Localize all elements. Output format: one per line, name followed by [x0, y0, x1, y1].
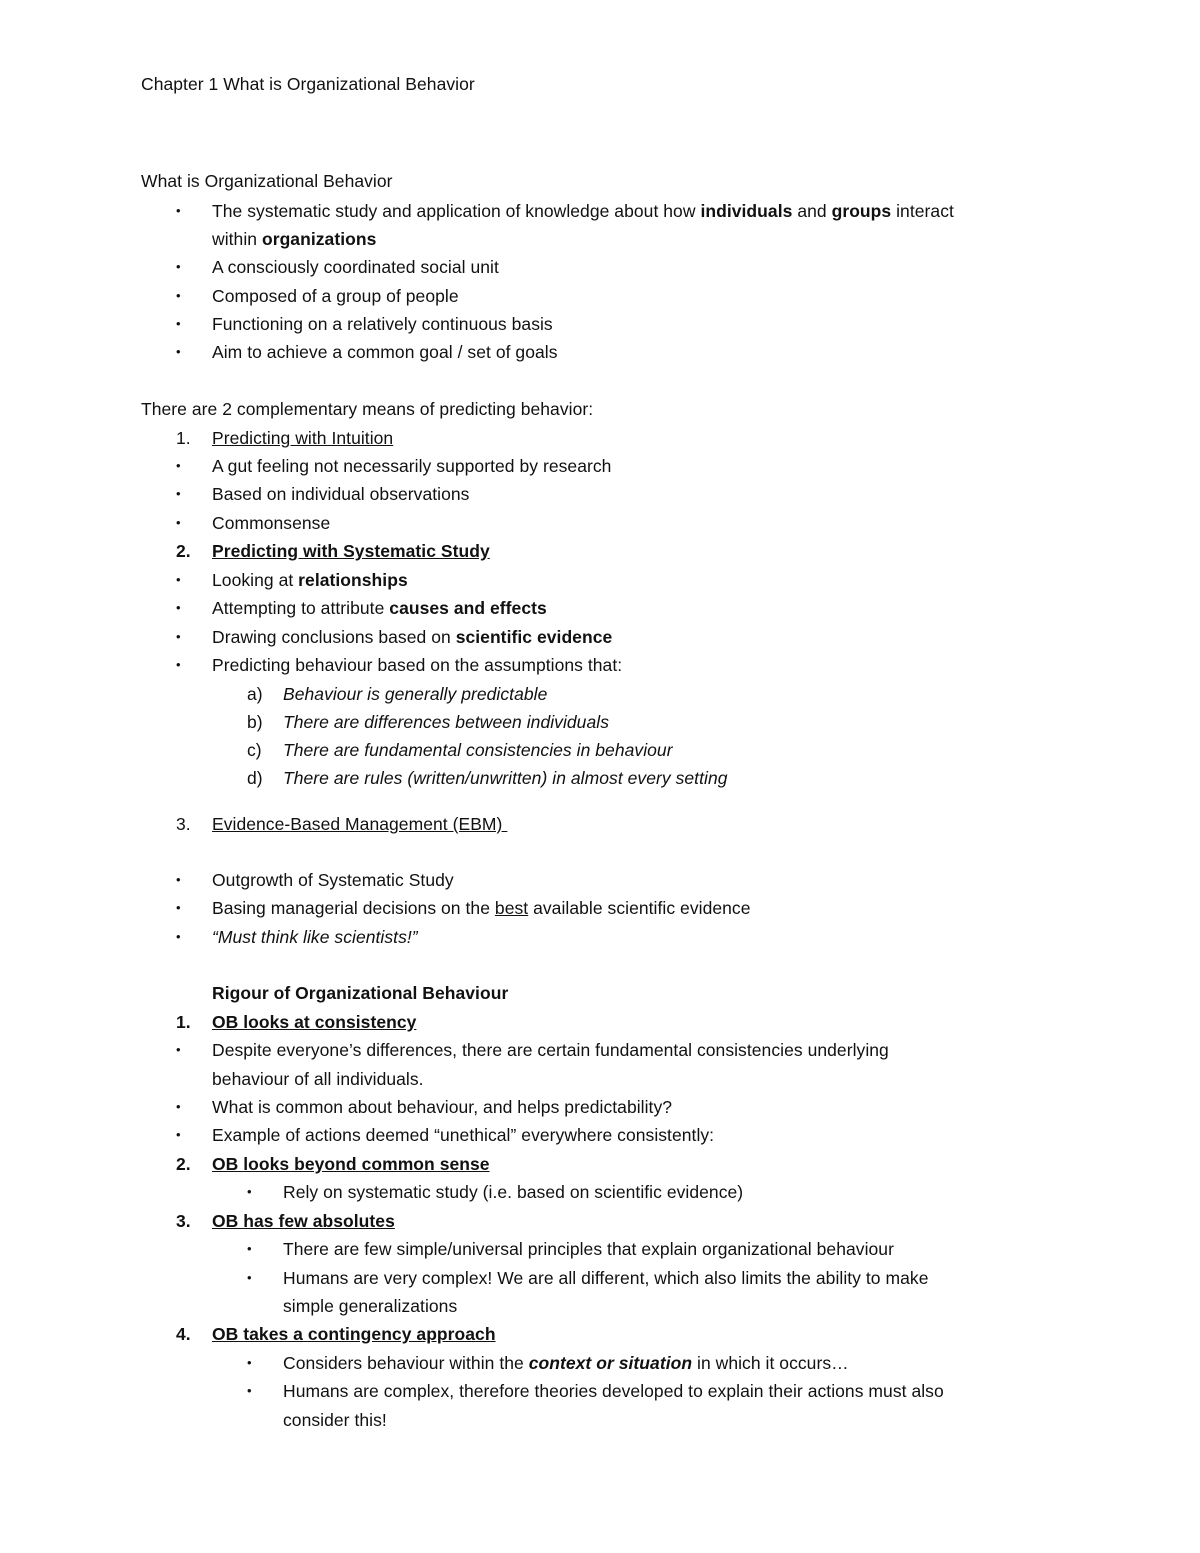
assumption-item: There are differences between individuals [283, 712, 609, 732]
numbered-item-heading: OB has few absolutes [212, 1211, 395, 1231]
bullet-icon: • [176, 1099, 181, 1114]
list-number: 2. [176, 541, 191, 561]
list-item-continuation: behaviour of all individuals. [212, 1069, 424, 1089]
list-item: A gut feeling not necessarily supported by research [212, 456, 612, 476]
bullet-icon: • [247, 1355, 252, 1370]
bullet-icon: • [176, 486, 181, 501]
bullet-icon: • [176, 316, 181, 331]
bullet-icon: • [176, 203, 181, 218]
numbered-item-heading: Predicting with Systematic Study [212, 541, 490, 561]
bullet-icon: • [176, 657, 181, 672]
list-item: Despite everyone’s differences, there are certain fundamental consistencies underlying [212, 1040, 889, 1060]
list-item: Commonsense [212, 513, 331, 533]
bullet-icon: • [176, 629, 181, 644]
numbered-item-heading: OB takes a contingency approach [212, 1324, 496, 1344]
list-item: Looking at relationships [212, 570, 408, 590]
bullet-icon: • [176, 872, 181, 887]
list-letter: a) [247, 684, 263, 704]
list-number: 2. [176, 1154, 191, 1174]
section-intro: There are 2 complementary means of predicting behavior: [141, 399, 594, 419]
list-item-continuation: simple generalizations [283, 1296, 458, 1316]
bullet-icon: • [176, 288, 181, 303]
list-item: Drawing conclusions based on scientific evidence [212, 627, 613, 647]
list-item-continuation: consider this! [283, 1410, 387, 1430]
bullet-icon: • [176, 1127, 181, 1142]
assumption-item: There are rules (written/unwritten) in almost every setting [283, 768, 728, 788]
list-number: 3. [176, 1211, 191, 1231]
section-heading: What is Organizational Behavior [141, 171, 393, 191]
bullet-icon: • [176, 600, 181, 615]
list-item: There are few simple/universal principles that explain organizational behaviour [283, 1239, 894, 1259]
numbered-item-heading: Predicting with Intuition [212, 428, 394, 448]
list-item: “Must think like scientists!” [212, 927, 418, 947]
bullet-icon: • [247, 1270, 252, 1285]
list-item: Example of actions deemed “unethical” everywhere consistently: [212, 1125, 715, 1145]
list-item: Functioning on a relatively continuous basis [212, 314, 553, 334]
list-item: Attempting to attribute causes and effects [212, 598, 547, 618]
bullet-icon: • [247, 1184, 252, 1199]
list-item: Considers behaviour within the context or situation in which it occurs… [283, 1353, 849, 1373]
list-item: What is common about behaviour, and helps predictability? [212, 1097, 673, 1117]
numbered-item-heading: Evidence-Based Management (EBM) [212, 814, 508, 834]
list-letter: b) [247, 712, 263, 732]
list-number: 4. [176, 1324, 191, 1344]
document-title: Chapter 1 What is Organizational Behavior [141, 74, 475, 94]
assumption-item: Behaviour is generally predictable [283, 684, 548, 704]
list-item: A consciously coordinated social unit [212, 257, 499, 277]
list-item: The systematic study and application of knowledge about how individuals and groups interact [212, 201, 954, 221]
list-number: 1. [176, 428, 191, 448]
bullet-icon: • [176, 344, 181, 359]
bullet-icon: • [176, 1042, 181, 1057]
bullet-icon: • [176, 458, 181, 473]
list-letter: d) [247, 768, 263, 788]
assumption-item: There are fundamental consistencies in behaviour [283, 740, 673, 760]
list-item: Humans are complex, therefore theories developed to explain their actions must also [283, 1381, 944, 1401]
list-item: Outgrowth of Systematic Study [212, 870, 454, 890]
bullet-icon: • [176, 900, 181, 915]
numbered-item-heading: OB looks beyond common sense [212, 1154, 490, 1174]
list-item: Composed of a group of people [212, 286, 459, 306]
list-item: Aim to achieve a common goal / set of goals [212, 342, 558, 362]
bullet-icon: • [176, 572, 181, 587]
section-heading: Rigour of Organizational Behaviour [212, 983, 509, 1003]
list-item: Basing managerial decisions on the best available scientific evidence [212, 898, 751, 918]
list-item: Humans are very complex! We are all different, which also limits the ability to make [283, 1268, 929, 1288]
bullet-icon: • [176, 515, 181, 530]
numbered-item-heading: OB looks at consistency [212, 1012, 417, 1032]
bullet-icon: • [176, 929, 181, 944]
list-letter: c) [247, 740, 262, 760]
bullet-icon: • [176, 259, 181, 274]
bullet-icon: • [247, 1383, 252, 1398]
list-item: Based on individual observations [212, 484, 470, 504]
list-item: Predicting behaviour based on the assumptions that: [212, 655, 623, 675]
bullet-icon: • [247, 1241, 252, 1256]
list-number: 1. [176, 1012, 191, 1032]
list-number: 3. [176, 814, 191, 834]
list-item-continuation: within organizations [212, 229, 377, 249]
list-item: Rely on systematic study (i.e. based on scientific evidence) [283, 1182, 744, 1202]
